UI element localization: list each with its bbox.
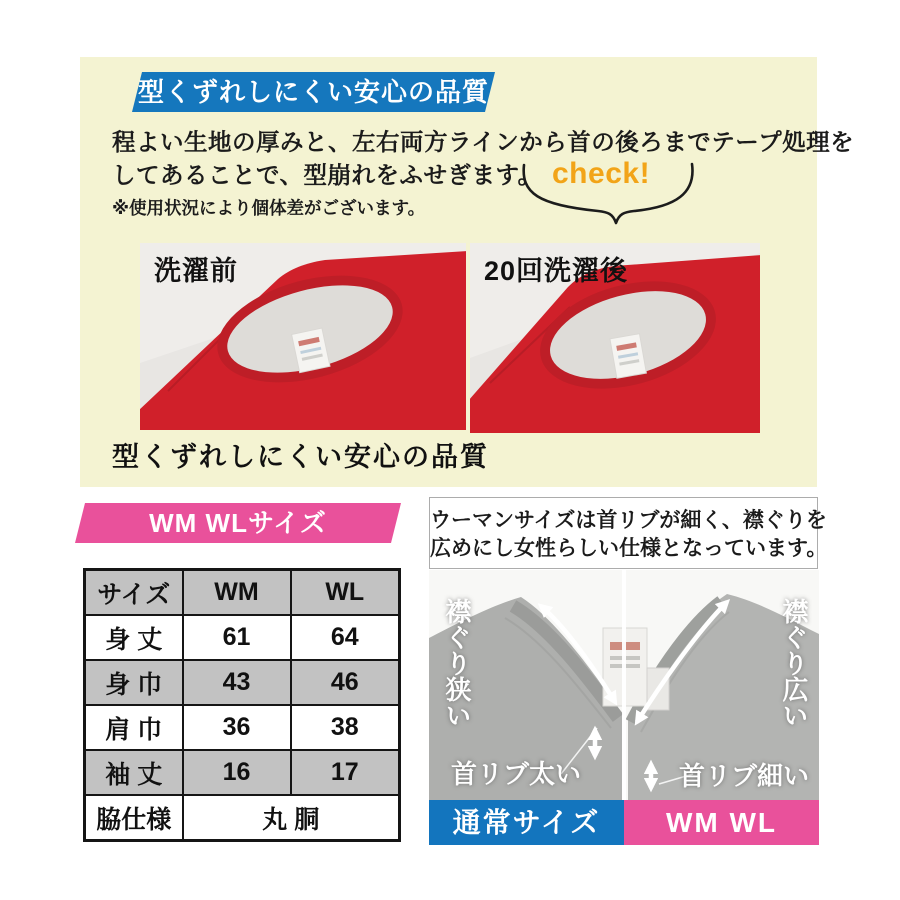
quality-panel (80, 57, 855, 487)
table-row (85, 750, 400, 795)
wm-wl-bar-label: WM WL (624, 800, 819, 845)
collar-wide-note: 襟ぐり広い (779, 598, 809, 728)
woman-size-info-line2: 広めにし女性らしい仕様となっています。 (430, 537, 828, 560)
photo-before-wash (140, 243, 466, 430)
check-label: check! (552, 157, 651, 190)
quality-description (112, 126, 854, 192)
cell-wl: 38 (291, 705, 400, 750)
woman-size-info (429, 497, 828, 569)
quality-description-line1: 程よい生地の厚みと、左右両方ラインから首の後ろまでテープ処理を (112, 129, 855, 155)
table-footer-row (85, 795, 400, 841)
photo-after-label: 20回洗濯後 (484, 256, 629, 286)
footer-label: 脇仕様 (85, 795, 183, 841)
table-row (85, 660, 400, 705)
row-label: 身 丈 (85, 615, 183, 660)
row-label: 袖 丈 (85, 750, 183, 795)
footer-value: 丸 胴 (183, 795, 400, 841)
quality-description-line2: してあることで、型崩れをふせぎます。 (112, 162, 542, 188)
quality-caption: 型くずれしにくい安心の品質 (112, 442, 489, 472)
quality-banner (137, 72, 490, 112)
rib-thick-note: 首リブ太い (451, 759, 582, 789)
quality-disclaimer: ※使用状況により個体差がございます。 (112, 198, 426, 218)
cell-wl: 17 (291, 750, 400, 795)
header-wm: WM (183, 570, 291, 616)
cell-wl: 64 (291, 615, 400, 660)
header-size: サイズ (85, 570, 183, 616)
table-row (85, 615, 400, 660)
cell-wm: 36 (183, 705, 291, 750)
quality-banner-label: 型くずれしにくい安心の品質 (137, 77, 489, 107)
cell-wm: 61 (183, 615, 291, 660)
header-wl: WL (291, 570, 400, 616)
cell-wm: 43 (183, 660, 291, 705)
split-divider (622, 570, 626, 800)
cell-wm: 16 (183, 750, 291, 795)
rib-thin-note: 首リブ細い (678, 761, 809, 791)
photo-after-wash (470, 243, 760, 433)
normal-size-bar-label: 通常サイズ (429, 800, 624, 845)
row-label: 身 巾 (85, 660, 183, 705)
size-banner (80, 503, 396, 543)
woman-size-info-line1: ウーマンサイズは首リブが細く、襟ぐりを (430, 509, 827, 532)
collar-narrow-note: 襟ぐり狭い (442, 598, 472, 728)
photo-before-label: 洗濯前 (154, 256, 238, 286)
neck-tag (610, 334, 646, 379)
size-table-header-row (85, 570, 400, 616)
cell-wl: 46 (291, 660, 400, 705)
row-label: 肩 巾 (85, 705, 183, 750)
size-table (83, 568, 401, 842)
size-banner-label: WM WLサイズ (149, 508, 327, 538)
collar-comparison-photo (429, 570, 819, 845)
table-row (85, 705, 400, 750)
